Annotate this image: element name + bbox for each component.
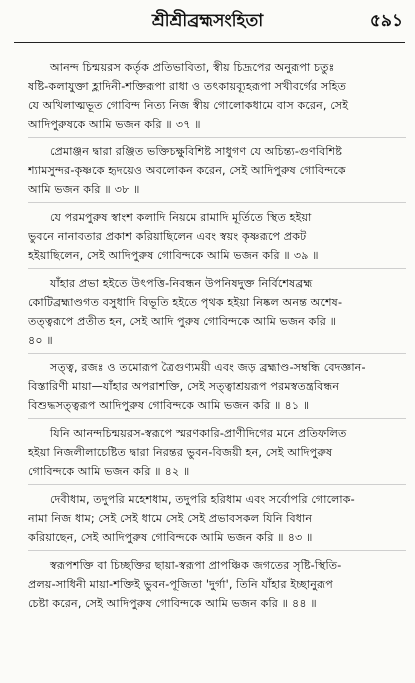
line-text: চেষ্টা করেন, সেই আদিপুরুষ গোবিন্দকে আমি ভজন করি ॥ [28,597,289,610]
text-line [28,462,406,481]
text-line [28,180,406,199]
paragraph-divider [28,550,406,551]
line-text: গোবিন্দকে আমি ভজন করি ॥ [28,465,161,478]
text-line: কোটিব্রহ্মাণ্ডগত বসুধাদি বিভূতি হইতে পৃথক হইয়া নিষ্কল অনন্ত অশেষ- [28,296,343,309]
text-line: ভুবনে নানাবতার প্রকাশ করিয়াছিলেন এবং স্বয়ং কৃষ্ণরূপে প্রকট [28,230,307,243]
verse-number: ৪৪ ॥ [292,597,317,610]
paragraph-divider [28,418,406,419]
verse-paragraph-40 [28,274,406,350]
header-rule [14,42,405,43]
text-line: তত্ত্বরূপে প্রতীত হন, সেই আদি পুরুষ গোবিন্দকে আমি ভজন করি ॥ [28,315,337,328]
verse-number: ৪১ ॥ [284,399,310,412]
line-text: আমি ভজন করি ॥ [28,183,111,196]
text-line: হইয়া নিজলীলাচেষ্টিত দ্বারা নিরন্তর ভুবন-বিজয়ী হন, সেই আদিপুরুষ [28,446,333,459]
text-line [28,396,406,415]
line-text: করিয়াছেন, সেই আদিপুরুষ গোবিন্দকে আমি ভজন করি ॥ [28,531,284,544]
verse-number: ৩৮ ॥ [114,183,140,196]
text-line [28,115,406,134]
text-line: শ্যামসুন্দর-কৃষ্ণকে হৃদয়েও অবলোকন করেন, সেই আদিপুরুষ গোবিন্দকে [28,164,346,177]
page-number: ৫৯১ [369,11,403,31]
verse-paragraph-37 [28,58,406,134]
verse-number: ৪২ ॥ [164,465,190,478]
paragraph-divider [28,353,406,354]
line-text: বিশুদ্ধসত্ত্বরূপ আদিপুরুষ গোবিন্দকে আমি ভজন করি ॥ [28,399,281,412]
verse-number: ৩৯ ॥ [293,249,319,262]
text-line: প্রেমাঞ্জন দ্বারা রঞ্জিত ভক্তিচক্ষুবিশিষ্ট সাধুগণ যে অচিন্ত্য-গুণবিশিষ্ট [50,145,343,158]
text-line: দেবীধাম, তদুপরি মহেশধাম, তদুপরি হরিধাম এবং সর্বোপরি গোলোক- [50,493,355,506]
text-line: যিনি আনন্দচিন্ময়রস-স্বরূপে স্মরণকারি-প্রাণীদিগের মনে প্রতিফলিত [50,427,347,440]
text-line: প্রলয়-সাধিনী মায়া-শক্তিই ভুবন-পূজিতা 'দুর্গা', তিনি যাঁহার ইচ্ছানুরূপ [28,578,333,591]
text-line: যে পরমপুরুষ স্বাংশ কলাদি নিয়মে রামাদি মূর্তিতে স্থিত হইয়া [50,211,312,224]
verse-paragraph-39 [28,208,406,265]
text-line [28,528,406,547]
verse-number: ৩৭ ॥ [175,118,201,131]
text-line [28,331,406,350]
paragraph-divider [28,268,406,269]
text-line: নামা নিজ ধাম; সেই সেই ধামে সেই সেই প্রভাবসকল যিনি বিধান [28,512,313,525]
text-line: স্বরূপশক্তি বা চিচ্ছক্তির ছায়া-স্বরূপা প্রাপঞ্চিক জগতের সৃষ্টি-স্থিতি- [50,559,342,572]
text-line: যে অখিলাত্মভূত গোবিন্দ নিত্য নিজ স্বীয় গোলোকধামে বাস করেন, সেই [28,99,349,112]
text-line [28,246,406,265]
paragraph-divider [28,137,406,138]
page-header [0,10,415,44]
verse-paragraph-42 [28,424,406,481]
text-line [28,594,406,613]
verse-paragraph-41 [28,358,406,415]
line-text: আদিপুরুষকে আমি ভজন করি ॥ [28,118,172,131]
verse-number: ৪৩ ॥ [287,531,313,544]
verse-paragraph-38 [28,142,406,199]
text-line: আনন্দ চিন্ময়রস কর্তৃক প্রতিভাবিতা, স্বীয় চিদ্রূপের অনুরূপা চতুঃ [50,61,335,74]
verse-number: ৪০ ॥ [28,334,53,347]
verse-paragraph-44 [28,556,406,613]
verse-paragraph-43 [28,490,406,547]
text-line: যাঁহার প্রভা হইতে উৎপত্তি-নিবন্ধন উপনিষদুক্ত নির্বিশেষব্রহ্ম [50,277,313,290]
line-text: হইয়াছিলেন, সেই আদিপুরুষ গোবিন্দকে আমি ভজন করি ॥ [28,249,290,262]
page-title: শ্রীশ্রীব্রহ্মসংহিতা [151,11,264,31]
text-line: সত্ত্ব, রজঃ ও তমোরূপ ত্রৈগুণ্যময়ী এবং জড় ব্রহ্মাণ্ড-সম্বন্ধি বেদজ্ঞান- [50,361,366,374]
text-line: বিস্তারিণী মায়া—যাঁহার অপরাশক্তি, সেই সত্ত্বাশ্রয়রূপ পরমস্বতন্ত্রবিন্ধন [28,380,340,393]
text-line: ষষ্টি-কলাযুক্তা হ্লাদিনী-শক্তিরূপা রাধা ও তৎকায়ব্যূহরূপা সখীবর্গের সহিত [28,80,347,93]
paragraph-divider [28,484,406,485]
paragraph-divider [28,202,406,203]
